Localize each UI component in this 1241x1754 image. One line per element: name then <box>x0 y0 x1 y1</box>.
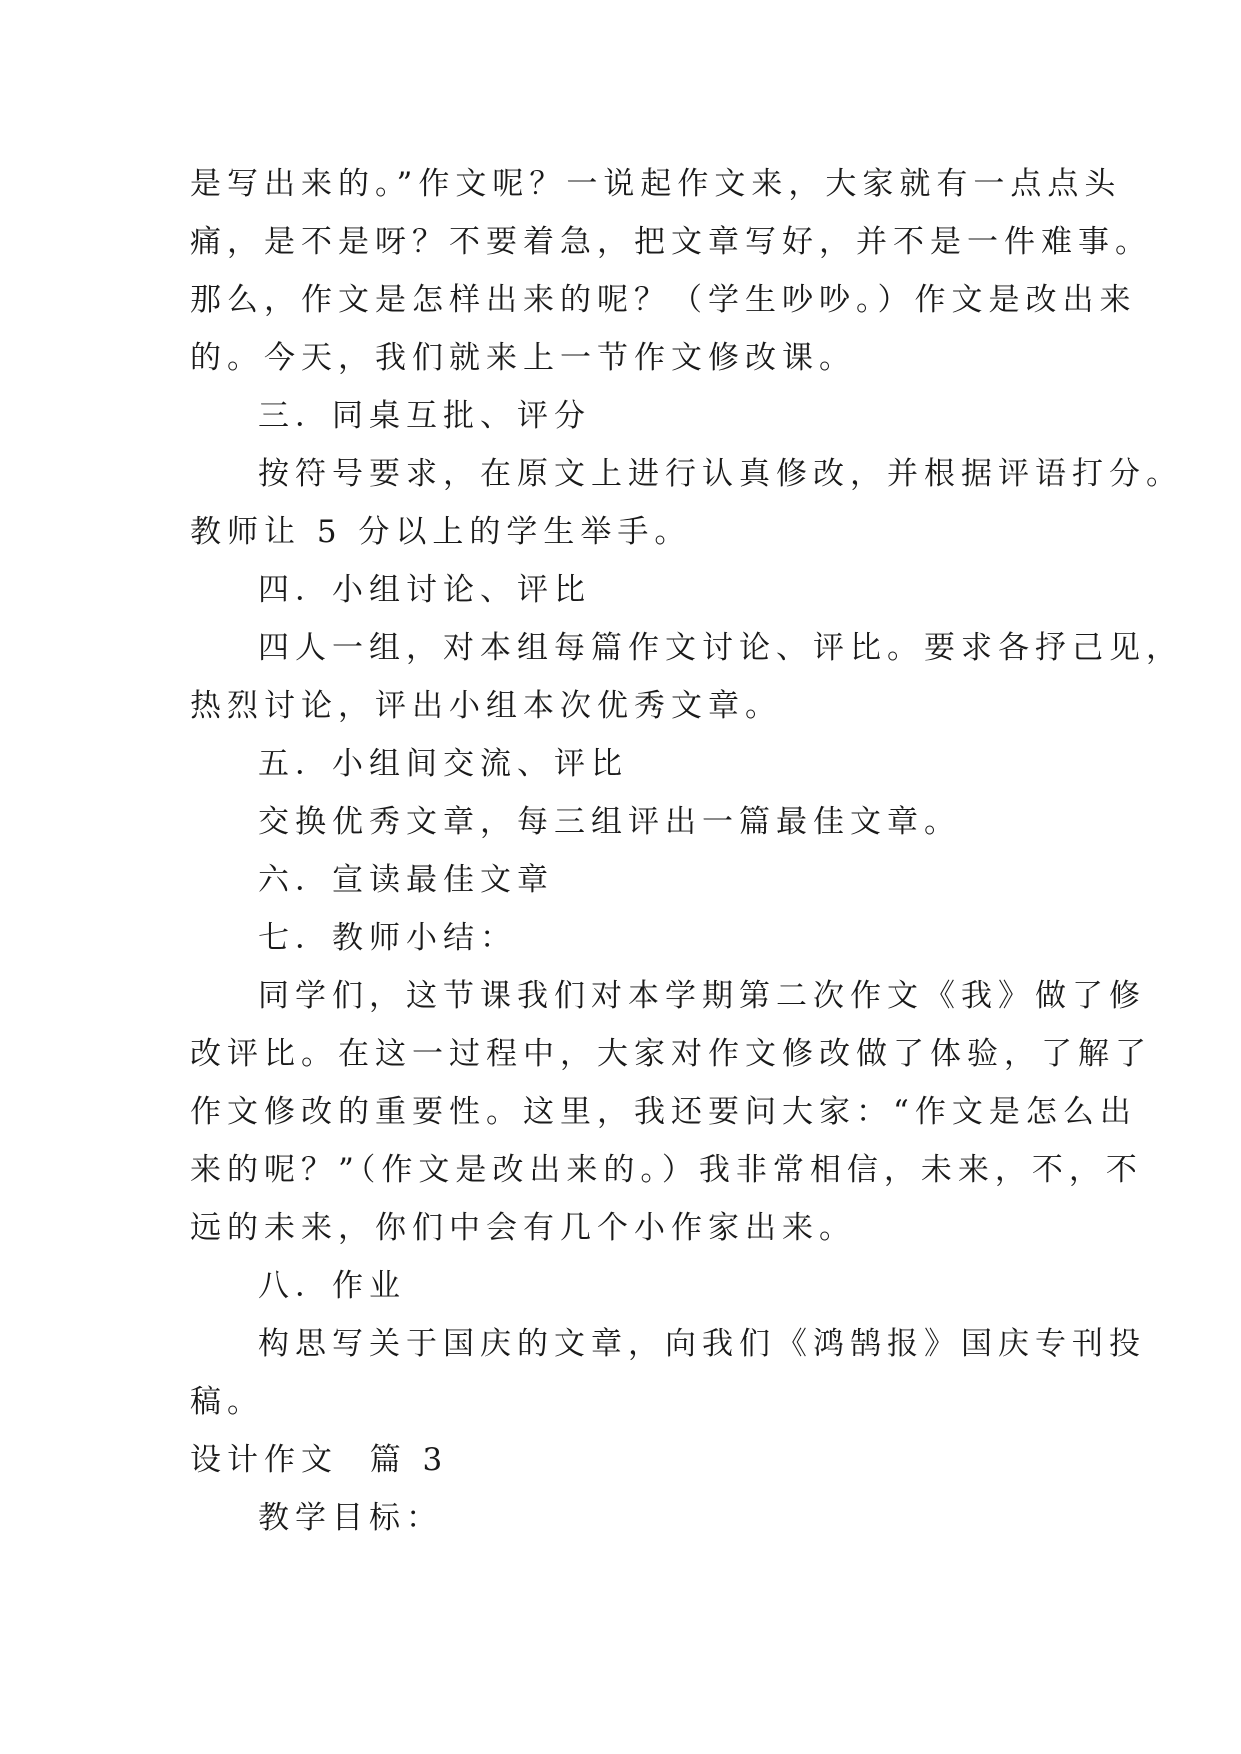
text-line: 痛，是不是呀？不要着急，把文章写好，并不是一件难事。 <box>190 224 1152 260</box>
text-line: 按符号要求，在原文上进行认真修改，并根据评语打分。 <box>258 456 1183 492</box>
paragraph <box>190 619 1183 735</box>
paragraph <box>190 155 1152 387</box>
text-line: 六．宣读最佳文章 <box>258 862 554 898</box>
section-heading <box>190 851 1090 909</box>
text-line: 构思写关于国庆的文章，向我们《鸿鹄报》国庆专刊投 <box>258 1326 1146 1362</box>
text-line: 是写出来的。”作文呢？一说起作文来，大家就有一点点头 <box>190 166 1122 202</box>
paragraph <box>190 793 1090 851</box>
section-heading <box>190 909 1090 967</box>
text-line: 远的未来，你们中会有几个小作家出来。 <box>190 1210 856 1246</box>
section-heading <box>190 387 1090 445</box>
text-line: 教学目标： <box>258 1500 443 1536</box>
text-line: 八．作业 <box>258 1268 406 1304</box>
article-heading <box>190 1431 1090 1489</box>
text-line: 那么，作文是怎样出来的呢？（学生吵吵。）作文是改出来 <box>190 282 1137 318</box>
text-line: 教师让 5 分以上的学生举手。 <box>190 514 692 550</box>
text-line: 来的呢？”（作文是改出来的。）我非常相信，未来，不，不 <box>190 1152 1143 1188</box>
text-line: 的。今天，我们就来上一节作文修改课。 <box>190 340 856 376</box>
text-line: 七．教师小结： <box>258 920 517 956</box>
section-heading <box>190 1257 1090 1315</box>
paragraph <box>190 1315 1146 1431</box>
section-heading <box>190 561 1090 619</box>
section-heading <box>190 735 1090 793</box>
text-line: 交换优秀文章，每三组评出一篇最佳文章。 <box>258 804 961 840</box>
paragraph <box>190 967 1152 1257</box>
paragraph <box>190 445 1183 561</box>
text-line: 四．小组讨论、评比 <box>258 572 591 608</box>
text-line: 同学们，这节课我们对本学期第二次作文《我》做了修 <box>258 978 1146 1014</box>
text-line: 稿。 <box>190 1384 264 1420</box>
text-line: 三．同桌互批、评分 <box>258 398 591 434</box>
section-heading <box>190 1489 1090 1547</box>
document-page <box>190 155 1183 1547</box>
text-line: 热烈讨论，评出小组本次优秀文章。 <box>190 688 782 724</box>
text-line: 五．小组间交流、评比 <box>258 746 628 782</box>
text-line: 设计作文 篇 3 <box>190 1442 449 1478</box>
text-line: 四人一组，对本组每篇作文讨论、评比。要求各抒己见， <box>258 630 1183 666</box>
text-line: 作文修改的重要性。这里，我还要问大家：“作文是怎么出 <box>190 1094 1137 1130</box>
text-line: 改评比。在这一过程中，大家对作文修改做了体验，了解了 <box>190 1036 1152 1072</box>
